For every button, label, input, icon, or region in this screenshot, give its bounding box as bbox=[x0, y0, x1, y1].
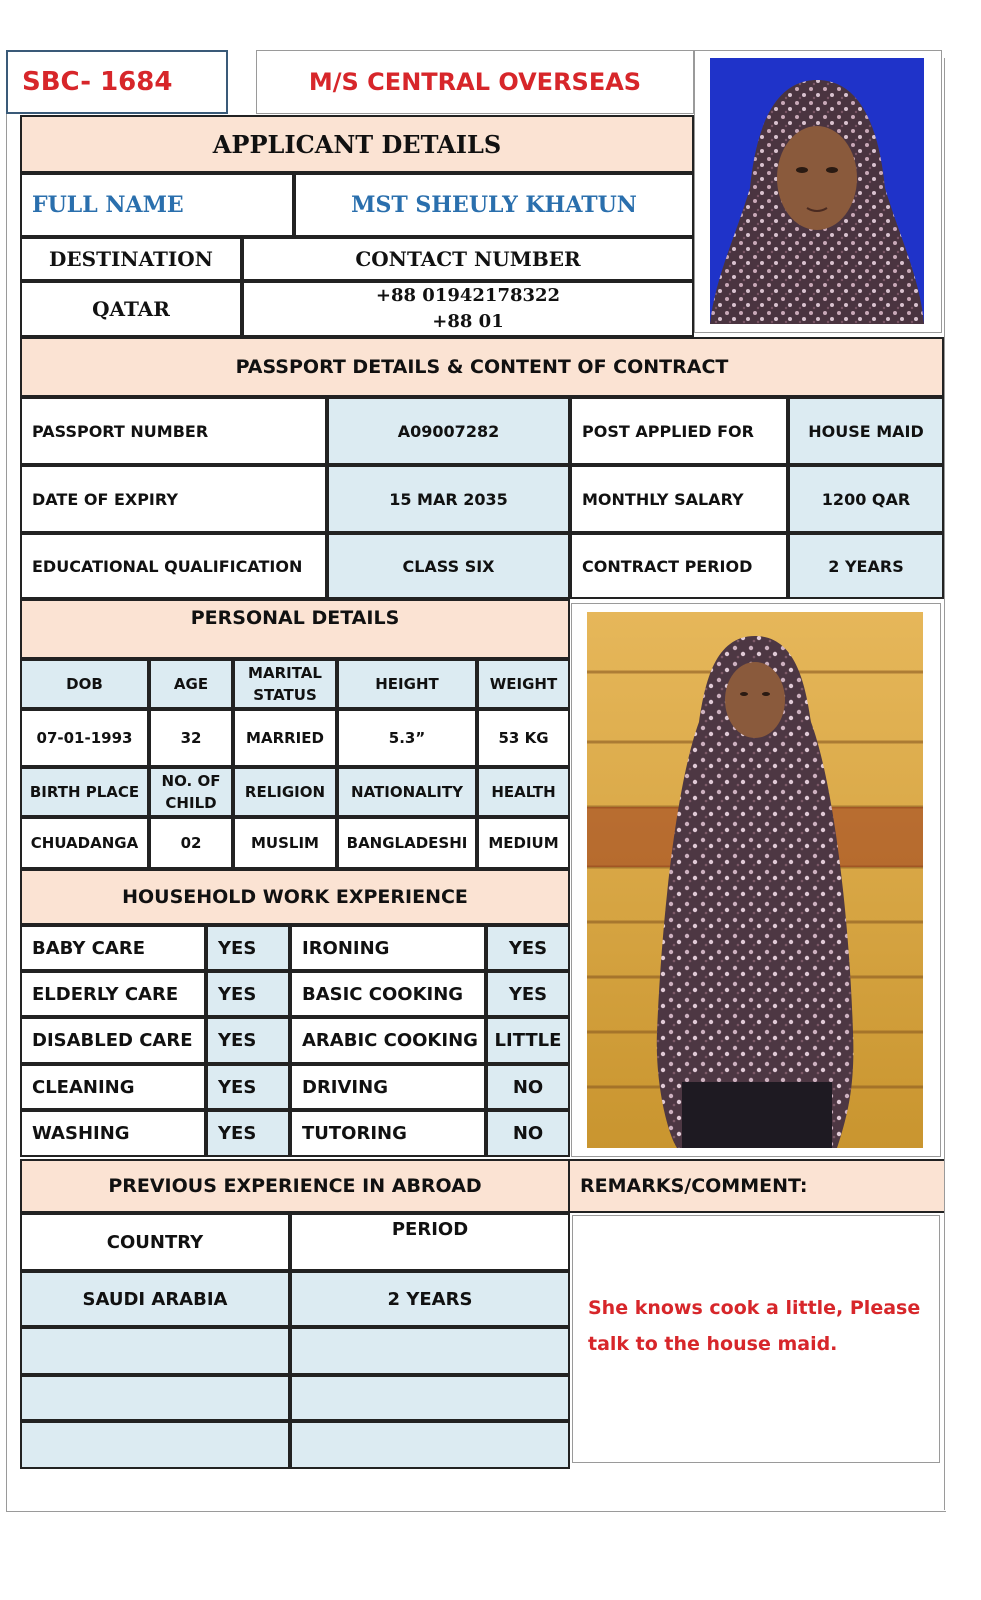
contact-number-label bbox=[242, 237, 694, 281]
weight-header bbox=[477, 659, 570, 709]
age-value-text: 32 bbox=[180, 729, 202, 747]
full-name-value bbox=[294, 173, 694, 237]
household-skill-5 bbox=[20, 1110, 206, 1157]
household-skill-1-text: BABY CARE bbox=[32, 937, 145, 959]
household-skill-2-3 bbox=[290, 1017, 486, 1064]
contact-number-primary: +88 01942178322 bbox=[375, 285, 561, 306]
age-header bbox=[149, 659, 233, 709]
dob-value bbox=[20, 709, 149, 767]
height-value-text: 5.3” bbox=[388, 729, 426, 747]
children-value bbox=[149, 817, 233, 869]
personal-details-title bbox=[20, 599, 570, 659]
expiry-label bbox=[20, 465, 327, 533]
marital-status-value-text: MARRIED bbox=[246, 729, 324, 747]
contact-number-value bbox=[242, 281, 694, 337]
dob-header-text: DOB bbox=[66, 675, 103, 693]
health-value bbox=[477, 817, 570, 869]
height-value bbox=[337, 709, 477, 767]
children-header-text: NO. OF CHILD bbox=[161, 772, 221, 812]
full-body-photo bbox=[587, 612, 923, 1148]
monthly-salary-value bbox=[788, 465, 944, 533]
expiry-value bbox=[327, 465, 570, 533]
household-skill-2-text: ELDERLY CARE bbox=[32, 983, 179, 1005]
education-value-text: CLASS SIX bbox=[402, 556, 495, 576]
contact-number-secondary: +88 01 bbox=[432, 311, 504, 332]
birth-place-header bbox=[20, 767, 149, 817]
household-skill-value-2-text: YES bbox=[218, 983, 257, 1005]
height-header-text: HEIGHT bbox=[375, 675, 439, 693]
children-value-text: 02 bbox=[180, 834, 202, 852]
household-skill-value-3 bbox=[206, 1017, 290, 1064]
household-skill-5-text: WASHING bbox=[32, 1123, 130, 1144]
household-skill-2 bbox=[20, 971, 206, 1017]
period-header bbox=[290, 1213, 570, 1271]
household-title-text: HOUSEHOLD WORK EXPERIENCE bbox=[122, 886, 468, 908]
household-skill-2-3-text: ARABIC COOKING bbox=[302, 1030, 478, 1051]
remarks-line-2: talk to the house maid. bbox=[588, 1333, 838, 1355]
full-name-label-text: FULL NAME bbox=[32, 192, 184, 218]
full-name-value-text: MST SHEULY KHATUN bbox=[351, 192, 637, 218]
household-skill-value-1-text: YES bbox=[218, 937, 257, 959]
passport-number-label bbox=[20, 397, 327, 465]
religion-header-text: RELIGION bbox=[244, 783, 326, 801]
birth-place-value-text: CHUADANGA bbox=[30, 834, 139, 852]
destination-label bbox=[20, 237, 242, 281]
household-skill-4-text: CLEANING bbox=[32, 1076, 135, 1098]
household-skill-2-2 bbox=[290, 971, 486, 1017]
expiry-value-text: 15 MAR 2035 bbox=[389, 489, 508, 509]
weight-header-text: WEIGHT bbox=[489, 675, 558, 693]
abroad-country-3 bbox=[20, 1375, 290, 1421]
abroad-title bbox=[20, 1159, 570, 1213]
health-value-text: MEDIUM bbox=[488, 834, 559, 852]
education-label bbox=[20, 533, 327, 599]
passport-details-title-text: PASSPORT DETAILS & CONTENT OF CONTRACT bbox=[235, 356, 729, 378]
page-frame-right bbox=[944, 58, 945, 1510]
household-skill-2-2-text: BASIC COOKING bbox=[302, 983, 464, 1005]
household-skill-2-5-text: TUTORING bbox=[302, 1123, 407, 1144]
marital-status-header bbox=[233, 659, 337, 709]
remarks-title-text: REMARKS/COMMENT: bbox=[580, 1175, 808, 1197]
abroad-country-1 bbox=[20, 1271, 290, 1327]
agency-name bbox=[256, 50, 694, 114]
abroad-period-1 bbox=[290, 1271, 570, 1327]
remarks-line-1: She knows cook a little, Please bbox=[588, 1297, 921, 1319]
household-skill-3-text: DISABLED CARE bbox=[32, 1030, 193, 1051]
household-skill-2-value-2 bbox=[486, 971, 570, 1017]
household-title bbox=[20, 869, 570, 925]
household-skill-2-value-3-text: LITTLE bbox=[494, 1030, 562, 1051]
destination-value bbox=[20, 281, 242, 337]
agency-name-text: M/S CENTRAL OVERSEAS bbox=[308, 68, 642, 96]
household-skill-value-2 bbox=[206, 971, 290, 1017]
applicant-details-title bbox=[20, 115, 694, 173]
household-skill-2-value-4 bbox=[486, 1064, 570, 1110]
nationality-header bbox=[337, 767, 477, 817]
household-skill-2-value-2-text: YES bbox=[508, 983, 548, 1005]
passport-number-label-text: PASSPORT NUMBER bbox=[32, 421, 209, 441]
contract-period-label-text: CONTRACT PERIOD bbox=[582, 556, 753, 576]
height-header bbox=[337, 659, 477, 709]
household-skill-1 bbox=[20, 925, 206, 971]
education-label-text: EDUCATIONAL QUALIFICATION bbox=[32, 556, 303, 576]
nationality-value bbox=[337, 817, 477, 869]
nationality-value-text: BANGLADESHI bbox=[346, 834, 468, 852]
reference-code bbox=[6, 50, 228, 114]
monthly-salary-value-text: 1200 QAR bbox=[821, 489, 911, 509]
reference-code-text: SBC- 1684 bbox=[22, 67, 173, 97]
children-header bbox=[149, 767, 233, 817]
dob-header bbox=[20, 659, 149, 709]
contract-period-value-text: 2 YEARS bbox=[828, 556, 904, 576]
country-header bbox=[20, 1213, 290, 1271]
abroad-title-text: PREVIOUS EXPERIENCE IN ABROAD bbox=[108, 1175, 482, 1197]
weight-value-text: 53 KG bbox=[498, 729, 549, 747]
country-header-text: COUNTRY bbox=[106, 1231, 204, 1253]
household-skill-value-4 bbox=[206, 1064, 290, 1110]
marital-status-value bbox=[233, 709, 337, 767]
household-skill-2-4-text: DRIVING bbox=[302, 1076, 388, 1098]
applicant-details-title-text: APPLICANT DETAILS bbox=[212, 129, 502, 159]
expiry-label-text: DATE OF EXPIRY bbox=[32, 489, 178, 509]
birth-place-value bbox=[20, 817, 149, 869]
nationality-header-text: NATIONALITY bbox=[351, 783, 463, 801]
contract-period-label bbox=[570, 533, 788, 599]
household-skill-value-4-text: YES bbox=[218, 1076, 257, 1098]
religion-value bbox=[233, 817, 337, 869]
monthly-salary-label bbox=[570, 465, 788, 533]
household-skill-2-value-4-text: NO bbox=[512, 1076, 544, 1098]
abroad-period-2 bbox=[290, 1327, 570, 1375]
abroad-period-4 bbox=[290, 1421, 570, 1469]
age-value bbox=[149, 709, 233, 767]
household-skill-3 bbox=[20, 1017, 206, 1064]
remarks-box bbox=[572, 1215, 940, 1463]
abroad-period-3 bbox=[290, 1375, 570, 1421]
contract-period-value bbox=[788, 533, 944, 599]
marital-status-header-text: MARITAL STATUS bbox=[248, 664, 322, 704]
passport-number-value-text: A09007282 bbox=[397, 421, 500, 441]
period-header-text: PERIOD bbox=[391, 1219, 469, 1240]
dob-value-text: 07-01-1993 bbox=[36, 729, 133, 747]
health-header-text: HEALTH bbox=[491, 783, 556, 801]
household-skill-2-1-text: IRONING bbox=[302, 937, 390, 959]
household-skill-2-value-5 bbox=[486, 1110, 570, 1157]
passport-details-title bbox=[20, 337, 944, 397]
household-skill-value-1 bbox=[206, 925, 290, 971]
household-skill-value-3-text: YES bbox=[218, 1030, 257, 1051]
household-skill-2-value-1-text: YES bbox=[508, 937, 548, 959]
abroad-country-2 bbox=[20, 1327, 290, 1375]
full-name-label bbox=[20, 173, 294, 237]
religion-value-text: MUSLIM bbox=[251, 834, 319, 852]
household-skill-2-1 bbox=[290, 925, 486, 971]
household-skill-2-4 bbox=[290, 1064, 486, 1110]
abroad-country-1-text: SAUDI ARABIA bbox=[82, 1288, 228, 1310]
destination-value-text: QATAR bbox=[92, 297, 170, 321]
remarks-title bbox=[570, 1159, 944, 1213]
household-skill-2-value-3 bbox=[486, 1017, 570, 1064]
post-applied-label-text: POST APPLIED FOR bbox=[582, 421, 754, 441]
destination-label-text: DESTINATION bbox=[49, 247, 213, 271]
religion-header bbox=[233, 767, 337, 817]
passport-number-value bbox=[327, 397, 570, 465]
household-skill-2-value-1 bbox=[486, 925, 570, 971]
household-skill-2-5 bbox=[290, 1110, 486, 1157]
household-skill-value-5 bbox=[206, 1110, 290, 1157]
household-skill-4 bbox=[20, 1064, 206, 1110]
weight-value bbox=[477, 709, 570, 767]
contact-number-label-text: CONTACT NUMBER bbox=[355, 247, 581, 271]
abroad-period-1-text: 2 YEARS bbox=[387, 1288, 473, 1310]
household-skill-value-5-text: YES bbox=[218, 1123, 257, 1144]
personal-details-title-text: PERSONAL DETAILS bbox=[190, 607, 400, 629]
age-header-text: AGE bbox=[173, 675, 209, 693]
birth-place-header-text: BIRTH PLACE bbox=[29, 783, 140, 801]
household-skill-2-value-5-text: NO bbox=[512, 1123, 544, 1144]
portrait-photo bbox=[710, 58, 924, 324]
health-header bbox=[477, 767, 570, 817]
post-applied-value bbox=[788, 397, 944, 465]
post-applied-label bbox=[570, 397, 788, 465]
post-applied-value-text: HOUSE MAID bbox=[808, 421, 924, 441]
monthly-salary-label-text: MONTHLY SALARY bbox=[582, 489, 744, 509]
education-value bbox=[327, 533, 570, 599]
abroad-country-4 bbox=[20, 1421, 290, 1469]
